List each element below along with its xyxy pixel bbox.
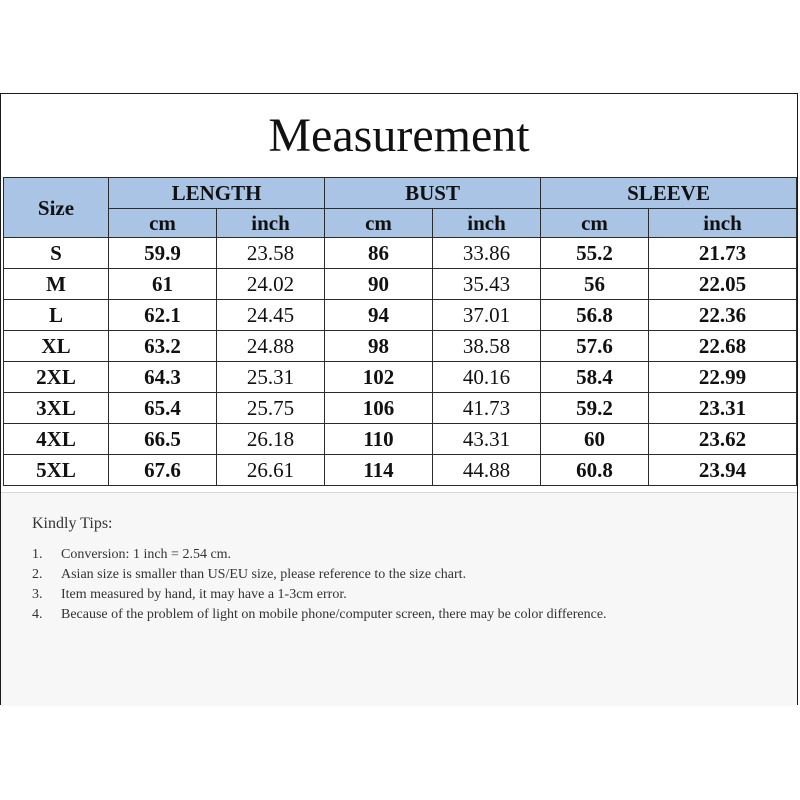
sleeve-inch-cell: 22.05	[649, 269, 797, 300]
sleeve-header: SLEEVE	[541, 178, 797, 209]
length-cm-cell: 65.4	[109, 393, 217, 424]
list-item	[32, 545, 712, 565]
bust-inch-cell: 41.73	[433, 393, 541, 424]
unit-header: inch	[217, 209, 325, 238]
size-cell: M	[4, 269, 109, 300]
unit-header: inch	[433, 209, 541, 238]
table-row	[4, 300, 797, 331]
unit-header: cm	[541, 209, 649, 238]
tip-number: 1.	[32, 547, 43, 562]
tip-number: 3.	[32, 587, 43, 602]
bust-inch-cell: 43.31	[433, 424, 541, 455]
tip-text: Asian size is smaller than US/EU size, please reference to the size chart.	[61, 567, 467, 582]
bust-cm-cell: 90	[325, 269, 433, 300]
bust-cm-cell: 98	[325, 331, 433, 362]
bust-cm-cell: 106	[325, 393, 433, 424]
sleeve-inch-cell: 22.99	[649, 362, 797, 393]
tips-list	[32, 545, 712, 625]
table-row	[4, 393, 797, 424]
bust-cm-cell: 86	[325, 238, 433, 269]
tips-panel	[1, 492, 797, 706]
list-item	[32, 565, 712, 585]
length-cm-cell: 61	[109, 269, 217, 300]
sleeve-inch-cell: 22.36	[649, 300, 797, 331]
tip-number: 2.	[32, 567, 43, 582]
size-cell: 4XL	[4, 424, 109, 455]
size-header: Size	[4, 178, 109, 238]
size-cell: 3XL	[4, 393, 109, 424]
sleeve-inch-cell: 22.68	[649, 331, 797, 362]
bust-cm-cell: 110	[325, 424, 433, 455]
sleeve-cm-cell: 59.2	[541, 393, 649, 424]
sleeve-cm-cell: 55.2	[541, 238, 649, 269]
length-inch-cell: 25.75	[217, 393, 325, 424]
size-chart-frame	[0, 93, 798, 705]
length-inch-cell: 25.31	[217, 362, 325, 393]
length-header: LENGTH	[109, 178, 325, 209]
length-inch-cell: 26.61	[217, 455, 325, 486]
size-cell: S	[4, 238, 109, 269]
unit-header: cm	[109, 209, 217, 238]
sleeve-cm-cell: 57.6	[541, 331, 649, 362]
bust-inch-cell: 35.43	[433, 269, 541, 300]
table-row	[4, 238, 797, 269]
sleeve-cm-cell: 60	[541, 424, 649, 455]
bust-inch-cell: 37.01	[433, 300, 541, 331]
bust-cm-cell: 102	[325, 362, 433, 393]
length-inch-cell: 23.58	[217, 238, 325, 269]
size-cell: L	[4, 300, 109, 331]
tip-text: Item measured by hand, it may have a 1-3cm error.	[61, 587, 347, 602]
unit-header: inch	[649, 209, 797, 238]
group-header-row	[4, 178, 797, 209]
length-cm-cell: 63.2	[109, 331, 217, 362]
size-cell: 5XL	[4, 455, 109, 486]
sleeve-inch-cell: 21.73	[649, 238, 797, 269]
length-cm-cell: 66.5	[109, 424, 217, 455]
tip-text: Because of the problem of light on mobile phone/computer screen, there may be color difference.	[61, 607, 607, 622]
sleeve-inch-cell: 23.62	[649, 424, 797, 455]
bust-inch-cell: 40.16	[433, 362, 541, 393]
sleeve-cm-cell: 56.8	[541, 300, 649, 331]
table-row	[4, 424, 797, 455]
table-row	[4, 455, 797, 486]
length-inch-cell: 24.88	[217, 331, 325, 362]
sleeve-cm-cell: 60.8	[541, 455, 649, 486]
bust-inch-cell: 44.88	[433, 455, 541, 486]
unit-header: cm	[325, 209, 433, 238]
length-cm-cell: 62.1	[109, 300, 217, 331]
sleeve-inch-cell: 23.31	[649, 393, 797, 424]
length-cm-cell: 64.3	[109, 362, 217, 393]
list-item	[32, 605, 712, 625]
sleeve-cm-cell: 56	[541, 269, 649, 300]
tip-text: Conversion: 1 inch = 2.54 cm.	[61, 547, 232, 562]
length-inch-cell: 24.02	[217, 269, 325, 300]
table-row	[4, 331, 797, 362]
sleeve-inch-cell: 23.94	[649, 455, 797, 486]
table-row	[4, 362, 797, 393]
page-title: Measurement	[268, 109, 530, 162]
list-item	[32, 585, 712, 605]
sleeve-cm-cell: 58.4	[541, 362, 649, 393]
bust-header: BUST	[325, 178, 541, 209]
tip-number: 4.	[32, 607, 43, 622]
length-inch-cell: 26.18	[217, 424, 325, 455]
unit-header-row	[4, 209, 797, 238]
size-cell: 2XL	[4, 362, 109, 393]
length-inch-cell: 24.45	[217, 300, 325, 331]
bust-inch-cell: 38.58	[433, 331, 541, 362]
table-row	[4, 269, 797, 300]
bust-cm-cell: 94	[325, 300, 433, 331]
bust-inch-cell: 33.86	[433, 238, 541, 269]
size-table	[3, 177, 797, 486]
tips-title: Kindly Tips:	[32, 515, 113, 532]
length-cm-cell: 59.9	[109, 238, 217, 269]
size-cell: XL	[4, 331, 109, 362]
bust-cm-cell: 114	[325, 455, 433, 486]
length-cm-cell: 67.6	[109, 455, 217, 486]
